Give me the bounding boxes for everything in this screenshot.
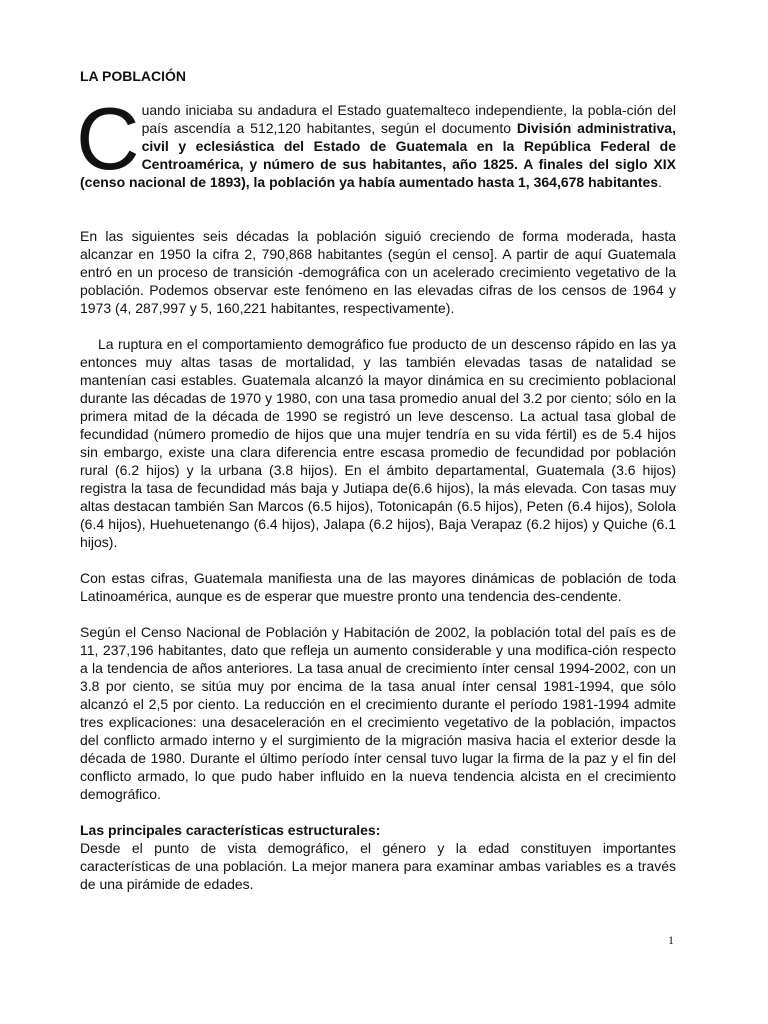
- paragraph-5: Desde el punto de vista demográfico, el género y la edad constituyen importantes características de una población. La mejor manera para examinar ambas variables es a través de una pirámide de edades.: [80, 840, 676, 892]
- intro-end: .: [658, 174, 662, 190]
- paragraph-2: La ruptura en el comportamiento demográfico fue producto de un descenso rápido en las ya entonces muy altas tasas de mortalidad, y las también elevadas tasas de natalidad se mantenían casi estables. Guatemala alcanzó la mayor dinámica en su crecimiento poblacional durante las décadas de 1970 y 1980, con una tasa promedio anual del 3.2 por ciento; sólo en la primera mitad de la década de 1990 se registró un leve descenso. La actual tasa global de fecundidad (número promedio de hijos que una mujer tendría en su vida fértil) es de 5.4 hijos sin embargo, existe una clara diferencia entre escasa promedio de fecundidad por población rural (6.2 hijos) y la urbana (3.8 hijos). En el ámbito departamental, Guatemala (3.6 hijos) registra la tasa de fecundidad más baja y Jutiapa de(6.6 hijos), la más elevada. Con tasas muy altas destacan también San Marcos (6.5 hijos), Totonicapán (6.5 hijos), Peten (6.4 hijos), Solola (6.4 hijos), Huehuetenango (6.4 hijos), Jalapa (6.2 hijos), Baja Verapaz (6.2 hijos) y Quiche (6.1 hijos).: [80, 336, 676, 550]
- page-title: LA POBLACIÓN: [80, 68, 187, 84]
- paragraph-3: Con estas cifras, Guatemala manifiesta una de las mayores dinámicas de población de toda Latinoamérica, aunque es de esperar que muestre pronto una tendencia des-cendente.: [80, 570, 676, 604]
- drop-cap: C: [76, 89, 140, 188]
- document-content: [76, 66, 676, 911]
- intro-bold-text: División administrativa, civil y eclesiástica del Estado de Guatemala en la República Federal de Centroamérica, y número de sus habitantes, año 1825. A finales del siglo XIX (censo nacional de 1893), la población ya había aumentado hasta 1, 364,678 habitantes: [80, 120, 676, 190]
- intro-paragraph: [76, 89, 676, 209]
- section-subtitle: Las principales características estructurales:: [80, 822, 381, 838]
- page-number: 1: [668, 933, 674, 947]
- paragraph-1: En las siguientes seis décadas la población siguió creciendo de forma moderada, hasta alcanzar en 1950 la cifra 2, 790,868 habitantes (según el censo]. A partir de aquí Guatemala entró en un proceso de transición -demográfica con un acelerado crecimiento vegetativo de la población. Podemos observar este fenómeno en las elevadas cifras de los censos de 1964 y 1973 (4, 287,997 y 5, 160,221 habitantes, respectivamente).: [80, 228, 676, 316]
- paragraph-4: Según el Censo Nacional de Población y Habitación de 2002, la población total del país es de 11, 237,196 habitantes, dato que refleja un aumento considerable y una modifica-ción respecto a la tendencia de años anteriores. La tasa anual de crecimiento ínter censal 1994-2002, con un 3.8 por ciento, se sitúa muy por encima de la tasa anual ínter censal 1981-1994, que sólo alcanzó el 2,5 por ciento. La reducción en el crecimiento durante el período 1981-1994 admite tres explicaciones: una desaceleración en el crecimiento vegetativo de la población, impactos del conflicto armado interno y el surgimiento de la migración masiva hacia el exterior desde la década de 1980. Durante el último período ínter censal tuvo lugar la firma de la paz y el fin del conflicto armado, lo que pudo haber influido en la nueva tendencia alcista en el crecimiento demográfico.: [80, 624, 676, 802]
- intro-text: uando iniciaba su andadura el Estado guatemalteco independiente, la pobla-ción del país ascendía a 512,120 habitantes, según el documento: [141, 102, 676, 136]
